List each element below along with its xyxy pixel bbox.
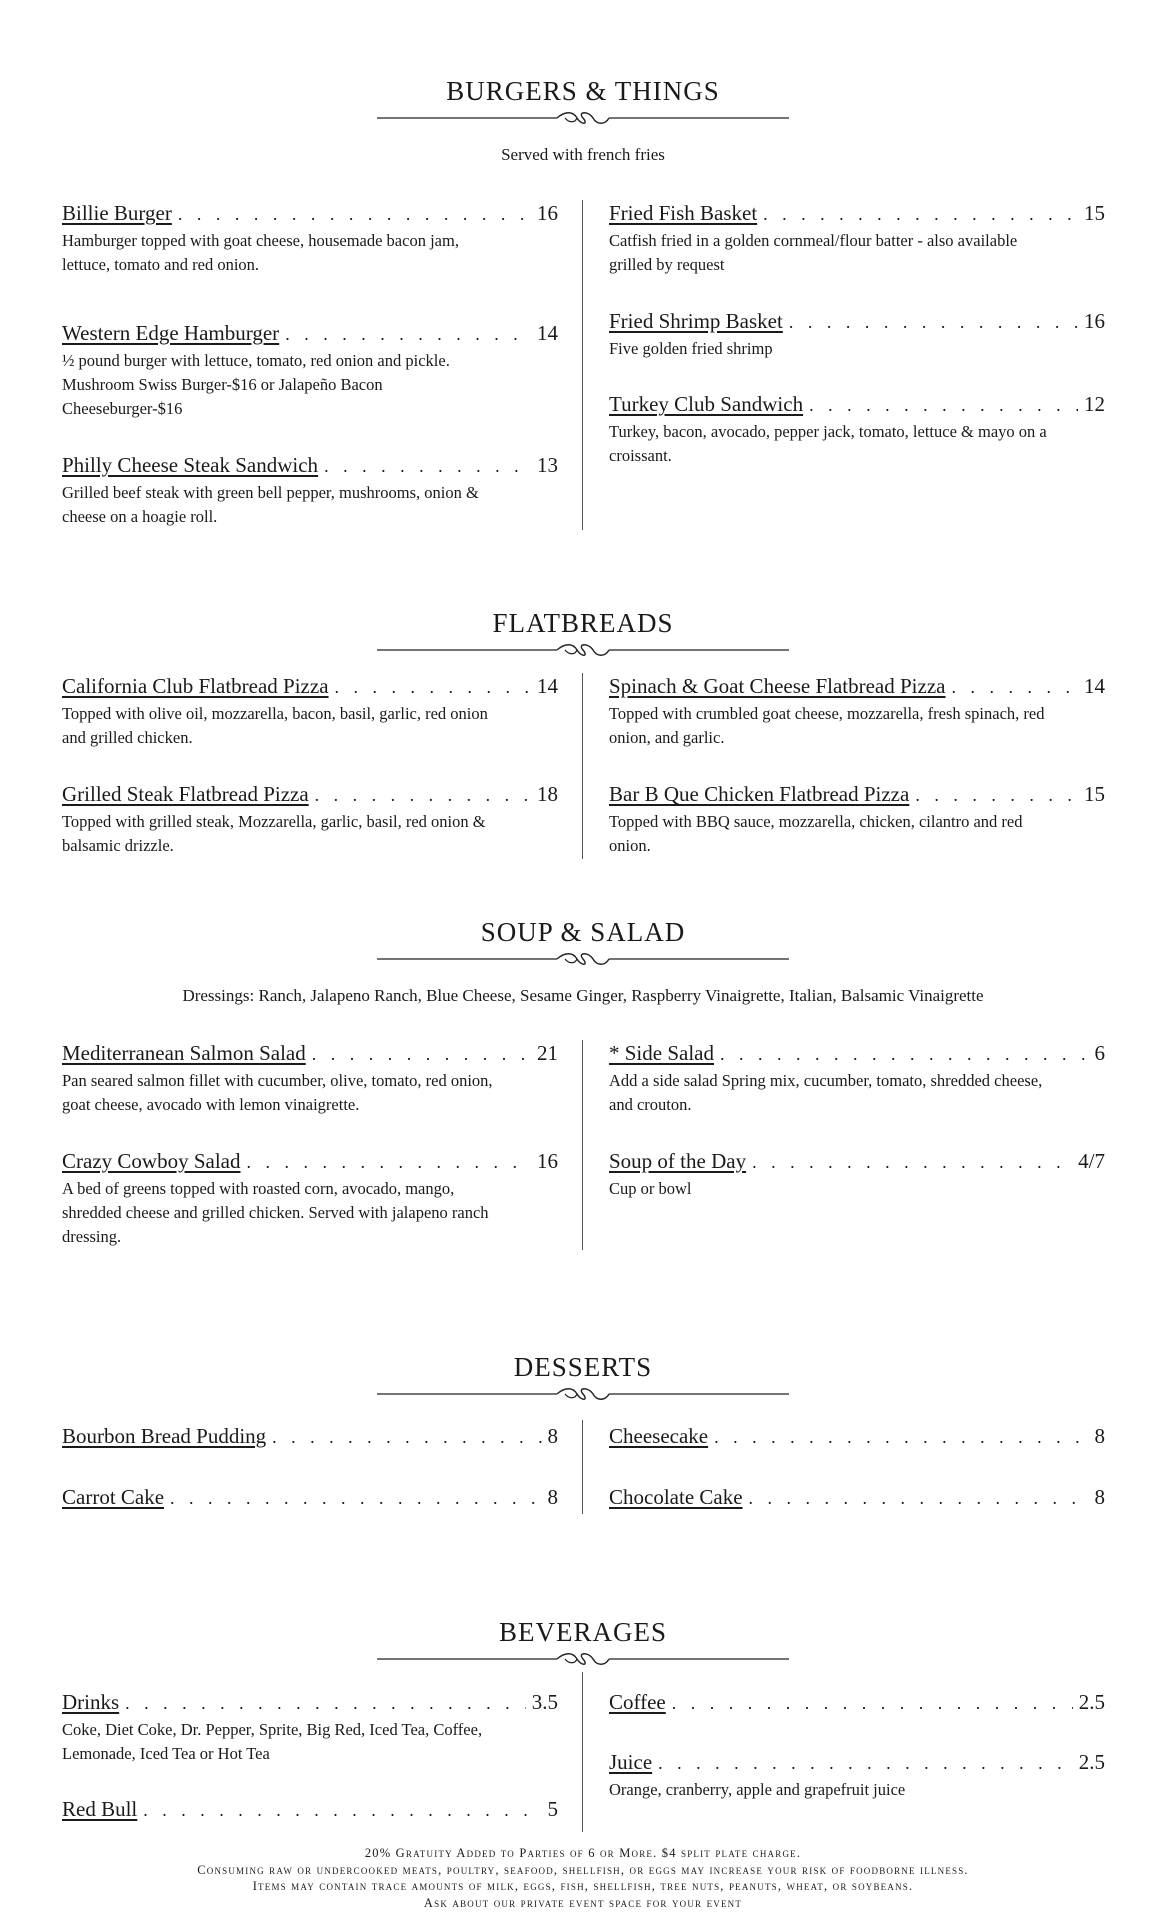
footer-private-event: Ask about our private event space for your event	[423, 1895, 743, 1910]
footer-notes	[0, 1845, 1166, 1911]
menu-item	[609, 391, 1105, 468]
item-name: Coffee	[609, 1690, 666, 1714]
menu-item	[609, 1040, 1105, 1117]
item-price: 5	[547, 1797, 558, 1821]
item-description: Add a side salad Spring mix, cucumber, tomato, shredded cheese, and crouton.	[609, 1071, 1043, 1114]
item-description: Topped with crumbled goat cheese, mozzarella, fresh spinach, red onion, and garlic.	[609, 704, 1045, 747]
item-description: Grilled beef steak with green bell pepper, mushrooms, onion & cheese on a hoagie roll.	[62, 483, 479, 526]
item-price: 15	[1084, 201, 1105, 225]
item-price: 8	[1094, 1485, 1105, 1509]
item-price: 18	[537, 782, 558, 806]
item-name: Bar B Que Chicken Flatbread Pizza	[609, 782, 910, 806]
menu-item	[62, 320, 558, 421]
item-name: Cheesecake	[609, 1424, 709, 1448]
item-price: 2.5	[1078, 1750, 1105, 1774]
footer-gratuity: 20% Gratuity Added to Parties of 6 or More. $4 split plate charge.	[364, 1846, 802, 1860]
section-title-desserts: DESSERTS	[513, 1352, 653, 1382]
item-description: Pan seared salmon fillet with cucumber, olive, tomato, red onion, goat cheese, avocado with lemon vinaigrette.	[62, 1071, 493, 1114]
menu-item	[609, 1423, 1105, 1450]
item-name: Turkey Club Sandwich	[609, 392, 804, 416]
menu-item	[62, 1796, 558, 1823]
item-name: Billie Burger	[62, 201, 172, 225]
column-divider	[582, 1040, 583, 1250]
item-name: Grilled Steak Flatbread Pizza	[62, 782, 309, 806]
item-price: 4/7	[1078, 1149, 1105, 1173]
ornament-divider-icon	[377, 111, 789, 125]
item-description: Topped with olive oil, mozzarella, bacon, basil, garlic, red onion and grilled chicken.	[62, 704, 488, 747]
menu-item	[62, 673, 558, 750]
menu-item	[609, 308, 1105, 361]
item-price: 8	[1094, 1424, 1105, 1448]
item-name: Mediterranean Salmon Salad	[62, 1041, 306, 1065]
item-name: Soup of the Day	[609, 1149, 747, 1173]
menu-item	[62, 452, 558, 529]
column-divider	[582, 200, 583, 530]
item-price: 2.5	[1078, 1690, 1105, 1714]
ornament-divider-icon	[377, 1652, 789, 1666]
menu-item	[609, 1148, 1105, 1201]
item-name: Juice	[609, 1750, 653, 1774]
footer-consumption-warning: Consuming raw or undercooked meats, poultry, seafood, shellfish, or eggs may increase your risk of foodborne illness.	[197, 1862, 969, 1877]
item-name: Fried Shrimp Basket	[609, 309, 783, 333]
menu-item	[62, 1040, 558, 1117]
item-description: Orange, cranberry, apple and grapefruit juice	[609, 1780, 906, 1799]
item-price: 6	[1094, 1041, 1105, 1065]
item-price: 16	[1084, 309, 1105, 333]
item-description: Topped with BBQ sauce, mozzarella, chicken, cilantro and red onion.	[609, 812, 1023, 855]
item-price: 8	[547, 1424, 558, 1448]
menu-item	[609, 200, 1105, 277]
menu-item	[609, 673, 1105, 750]
footer-allergen-warning: Items may contain trace amounts of milk, eggs, fish, shellfish, tree nuts, peanuts, wheat, or soybeans.	[252, 1879, 914, 1893]
item-description: ½ pound burger with lettuce, tomato, red onion and pickle. Mushroom Swiss Burger-$16 or Jalapeño Bacon Cheeseburger-$16	[62, 351, 450, 418]
item-price: 13	[537, 453, 558, 477]
item-name: Chocolate Cake	[609, 1485, 743, 1509]
item-price: 15	[1084, 782, 1105, 806]
item-description: Five golden fried shrimp	[609, 339, 773, 358]
section-title-beverages: BEVERAGES	[498, 1617, 667, 1647]
menu-item	[62, 1423, 558, 1450]
section-title-flatbreads: FLATBREADS	[492, 608, 674, 638]
item-name: Fried Fish Basket	[609, 201, 758, 225]
section-title-soup-salad: SOUP & SALAD	[480, 917, 686, 947]
item-description: Topped with grilled steak, Mozzarella, garlic, basil, red onion & balsamic drizzle.	[62, 812, 486, 855]
item-name: Carrot Cake	[62, 1485, 165, 1509]
item-name: Red Bull	[62, 1797, 138, 1821]
menu-item	[62, 781, 558, 858]
item-price: 14	[537, 321, 558, 345]
item-price: 12	[1084, 392, 1105, 416]
section-title-burgers: BURGERS & THINGS	[446, 76, 720, 106]
ornament-divider-icon	[377, 1387, 789, 1401]
item-description: Cup or bowl	[609, 1179, 692, 1198]
ornament-divider-icon	[377, 952, 789, 966]
item-price: 14	[1084, 674, 1105, 698]
column-divider	[582, 1672, 583, 1832]
item-name: Philly Cheese Steak Sandwich	[62, 453, 319, 477]
item-name: Drinks	[62, 1690, 120, 1714]
column-divider	[582, 1420, 583, 1514]
item-price: 21	[537, 1041, 558, 1065]
item-price: 3.5	[531, 1690, 558, 1714]
item-name: Crazy Cowboy Salad	[62, 1149, 241, 1173]
item-description: A bed of greens topped with roasted corn, avocado, mango, shredded cheese and grilled chicken. Served with jalapeno ranch dressing.	[62, 1179, 489, 1246]
item-name: Spinach & Goat Cheese Flatbread Pizza	[609, 674, 946, 698]
item-name: * Side Salad	[609, 1041, 714, 1065]
item-description: Turkey, bacon, avocado, pepper jack, tomato, lettuce & mayo on a croissant.	[609, 422, 1047, 465]
item-price: 16	[537, 201, 558, 225]
item-description: Hamburger topped with goat cheese, housemade bacon jam, lettuce, tomato and red onion.	[62, 231, 459, 274]
menu-item	[609, 1689, 1105, 1716]
item-description: Catfish fried in a golden cornmeal/flour batter - also available grilled by request	[609, 231, 1018, 274]
section-subtitle-burgers: Served with french fries	[501, 145, 665, 164]
section-subtitle-dressings: Dressings: Ranch, Jalapeno Ranch, Blue Cheese, Sesame Ginger, Raspberry Vinaigrette, Italian, Balsamic Vinaigrette	[182, 986, 984, 1005]
item-price: 8	[547, 1485, 558, 1509]
column-divider	[582, 673, 583, 859]
item-name: California Club Flatbread Pizza	[62, 674, 329, 698]
item-description: Coke, Diet Coke, Dr. Pepper, Sprite, Big Red, Iced Tea, Coffee, Lemonade, Iced Tea or Hot Tea	[62, 1720, 483, 1763]
item-name: Western Edge Hamburger	[62, 321, 280, 345]
menu-item	[609, 1749, 1105, 1802]
menu-item	[62, 1689, 558, 1766]
item-price: 16	[537, 1149, 558, 1173]
ornament-divider-icon	[377, 643, 789, 657]
menu-item	[62, 1148, 558, 1249]
menu-item	[62, 200, 558, 277]
item-price: 14	[537, 674, 558, 698]
menu-item	[62, 1484, 558, 1511]
item-name: Bourbon Bread Pudding	[62, 1424, 267, 1448]
menu-item	[609, 1484, 1105, 1511]
menu-item	[609, 781, 1105, 858]
